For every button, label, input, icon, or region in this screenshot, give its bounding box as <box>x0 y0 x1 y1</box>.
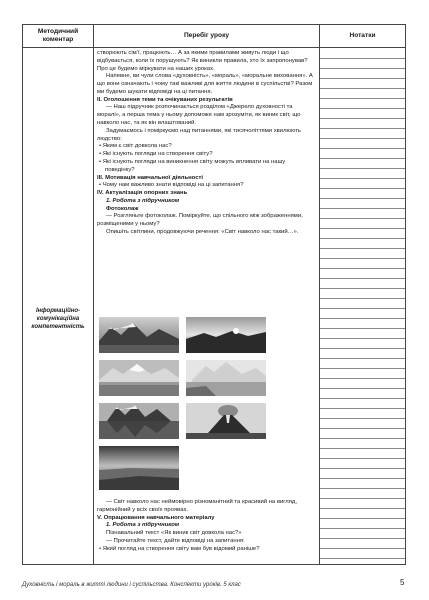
notes-rule-line <box>320 228 405 229</box>
lesson-flow-column <box>94 25 320 564</box>
footer-title: Духовність і мораль в житті людини і суспільства. Конспекти уроків. 5 клас <box>22 582 241 588</box>
notes-rule-line <box>320 398 405 399</box>
notes-rule-line <box>320 318 405 319</box>
notes-rule-line <box>320 268 405 269</box>
notes-rule-line <box>320 538 405 539</box>
notes-rule-line <box>320 148 405 149</box>
notes-rule-line <box>320 308 405 309</box>
paragraph: Пізнавальний текст «Як виник світ довкола нас?» <box>106 530 242 537</box>
section-heading: III. Мотивація навчальної діяльності <box>97 174 203 181</box>
bullet-item: • Який погляд на створення світу вам був відомий раніше? <box>99 545 260 552</box>
photo-collage <box>99 317 309 497</box>
notes-rule-line <box>320 198 405 199</box>
notes-rule-line <box>320 528 405 529</box>
notes-rule-line <box>320 98 405 99</box>
paragraph: Задумаємось і поміркуємо над питаннями, які тисячоліттями хвилюють людство: <box>97 127 301 142</box>
bullet-item: • Яким є світ довкола нас? <box>99 143 172 150</box>
notes-rule-line <box>320 508 405 509</box>
notes-rule-line <box>320 338 405 339</box>
photo-snowy-mountains <box>99 317 179 353</box>
work-heading: 1. Робота з підручником <box>106 197 180 204</box>
section-heading: II. Оголошення теми та очікуваних результатів <box>97 96 233 103</box>
notes-rule-line <box>320 438 405 439</box>
notes-rule-line <box>320 128 405 129</box>
paragraph: Напевне, ви чули слова «духовність», «мораль», «моральне виховання». А що вони означають і чому такі важливі для життя людини в суспільстві? Разом ми будемо шукати відповіді на ці питання. <box>97 73 313 95</box>
notes-rule-line <box>320 108 405 109</box>
lesson-text-top <box>97 50 316 237</box>
notes-rule-line <box>320 178 405 179</box>
competence-label: Інформаційно-комунікаційна компетентність <box>31 308 85 330</box>
notes-rule-line <box>320 558 405 559</box>
notes-rule-line <box>320 378 405 379</box>
notes-rule-line <box>320 448 405 449</box>
header-notes: Нотатки <box>320 25 405 48</box>
notes-rule-line <box>320 258 405 259</box>
paragraph: — Наш підручник розпочинається розділом «Джерело духовності та моралі», а перша тема у ньому допоможе нам зрозуміти, як виник світ, що навколо нас, та як він влаштований. <box>97 104 301 127</box>
photo-sunset-valley <box>186 317 266 353</box>
notes-rule-line <box>320 368 405 369</box>
photo-glacier-lake <box>186 360 266 396</box>
notes-rule-line <box>320 408 405 409</box>
notes-rule-line <box>320 298 405 299</box>
notes-rule-line <box>320 288 405 289</box>
notes-rule-line <box>320 248 405 249</box>
notes-rule-line <box>320 118 405 119</box>
paragraph: створюють сім’ї, працюють… А за якими правилами живуть люди і що відбувається, коли їх порушують? Як виникли правила, хто їх запропонував? Про це будемо міркувати на наших уроках. <box>97 50 308 72</box>
paragraph: — Розгляньте фотоколаж. Поміркуйте, що спільного між зображеннями, розміщеними у ньому? <box>97 213 303 228</box>
notes-rule-line <box>320 88 405 89</box>
notes-rule-line <box>320 358 405 359</box>
notes-rule-line <box>320 78 405 79</box>
methodical-comment-column <box>23 25 94 564</box>
paragraph: Опишіть світлини, продовжуючи речення: «Світ навколо нас такий…». <box>106 228 299 235</box>
notes-rule-line <box>320 418 405 419</box>
notes-rule-line <box>320 68 405 69</box>
notes-rule-line <box>320 218 405 219</box>
paragraph: — Світ навколо нас неймовірно різноманітний та красивий на вигляд, гармонійний у всіх своїх проявах. <box>97 499 297 513</box>
header-methodical-comment: Методичний коментар <box>23 25 93 48</box>
bullet-item: • Які існують погляди на створення світу? <box>99 151 213 158</box>
header-lesson-flow: Перебіг уроку <box>94 25 319 48</box>
photo-peaks-reflection <box>99 403 179 439</box>
notes-rule-line <box>320 468 405 469</box>
notes-rule-line <box>320 548 405 549</box>
notes-rule-line <box>320 278 405 279</box>
notes-rule-line <box>320 518 405 519</box>
notes-rule-line <box>320 428 405 429</box>
notes-rule-line <box>320 348 405 349</box>
notes-rule-line <box>320 458 405 459</box>
photo-volcano <box>186 403 266 439</box>
page-number: 5 <box>400 578 405 587</box>
lesson-table <box>22 24 406 565</box>
notes-rule-line <box>320 208 405 209</box>
notes-column <box>320 25 405 564</box>
notes-rule-line <box>320 388 405 389</box>
notes-rule-line <box>320 188 405 189</box>
notes-rule-line <box>320 138 405 139</box>
bullet-item: • Чому нам важливо знати відповіді на ці запитання? <box>99 182 244 189</box>
lesson-text-bottom <box>97 499 316 553</box>
bullet-item: • Які існують погляди на виникнення світу можуть впливати на нашу поведінку? <box>99 158 286 173</box>
notes-rule-line <box>320 328 405 329</box>
notes-rule-line <box>320 498 405 499</box>
notes-rule-line <box>320 168 405 169</box>
notes-rule-line <box>320 158 405 159</box>
photo-seashore <box>99 446 179 490</box>
photo-mountain-lake <box>99 360 179 396</box>
notes-rule-line <box>320 478 405 479</box>
notes-rule-line <box>320 58 405 59</box>
section-heading: V. Опрацювання навчального матеріалу <box>97 514 215 521</box>
paragraph: — Прочитайте текст, дайте відповіді на запитання: <box>106 537 245 544</box>
collage-heading: Фотоколаж <box>106 205 139 212</box>
notes-rule-line <box>320 238 405 239</box>
section-heading: IV. Актуалізація опорних знань <box>97 190 188 197</box>
work-heading: 1. Робота з підручником <box>106 522 180 529</box>
notes-rule-line <box>320 488 405 489</box>
